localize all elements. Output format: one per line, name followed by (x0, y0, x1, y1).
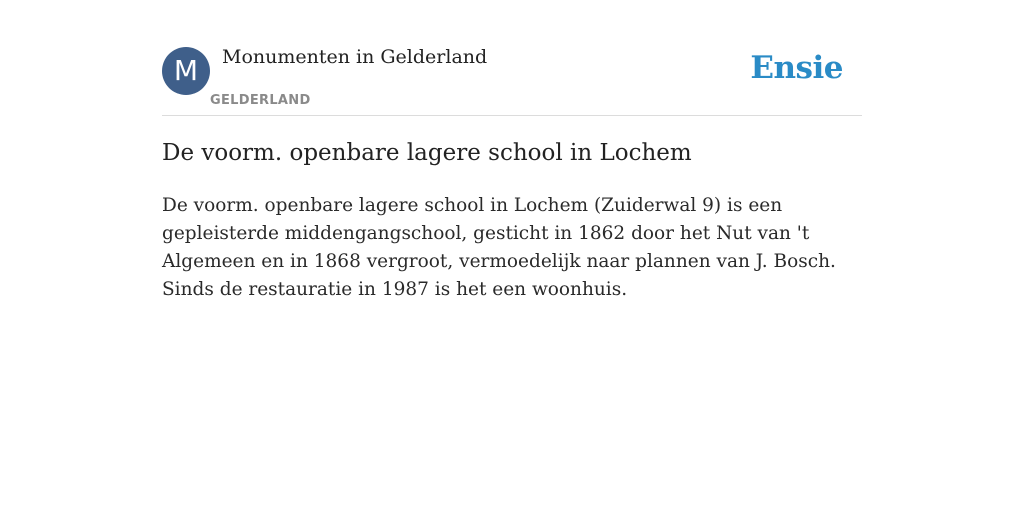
channel-header (162, 0, 862, 116)
page-container (162, 0, 862, 300)
avatar[interactable]: M (162, 47, 210, 95)
article-title: De voorm. openbare lagere school in Lochem (162, 140, 692, 166)
channel-title-link[interactable]: Monumenten in Gelderland (222, 46, 488, 68)
article-body: De voorm. openbare lagere school in Lochem (Zuiderwal 9) is een gepleisterde middengangschool, gesticht in 1862 door het Nut van 't Algemeen en in 1868 vergroot, vermoedelijk naar plannen van J. Bosch. Sinds de restauratie in 1987 is het een woonhuis. (162, 195, 836, 300)
channel-region-label: GELDERLAND (210, 93, 311, 108)
brand-logo-link[interactable]: Ensie (750, 50, 843, 86)
